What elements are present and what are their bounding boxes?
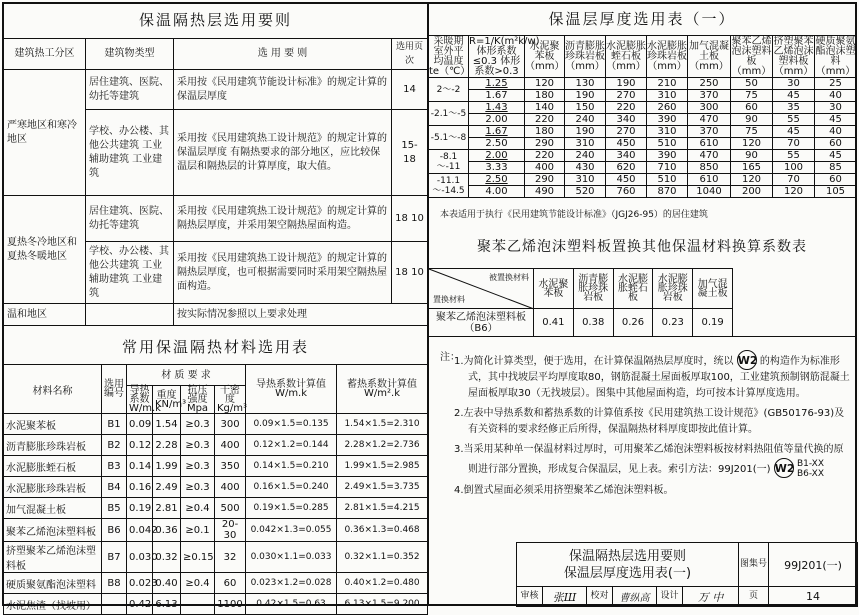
thickness-value: 60 [731,102,773,114]
thickness-value: 150 [565,102,606,114]
material-row [4,435,428,456]
header-type: 建筑物类型 [86,39,174,70]
row-name: 聚苯乙烯泡沫塑料板（B6） [429,309,534,337]
type-cell: 学校、办公楼、其他公共建筑 工业辅助建筑 工业建筑 [86,110,174,196]
thickness-value: 45 [773,90,815,102]
thickness-value: 55 [773,150,815,162]
strength-value: ≥0.3 [181,477,215,498]
page-cell: 15-18 [392,110,428,196]
thickness-value: 240 [565,150,606,162]
material-code: B7 [102,542,127,573]
atlas-label: 图集号 [739,543,769,587]
thickness-value: 390 [647,114,688,126]
density-value: 20-30 [215,519,246,542]
thickness-row [429,90,857,102]
thickness-row [429,162,857,174]
resistance-cell: 2.50 [469,174,525,186]
title-line-1: 保温隔热层选用要则 [568,548,686,564]
note-1-text-b: 的构造作为标准形式，其中找坡层平均厚度取80，钢筋混凝土屋面板厚取100，工业建筑预制钢筋混凝土屋面板厚取30（无找坡层）。图集中其他屋面构造，均可按本计算厚度选用。 [468,356,850,399]
material-name: 水泥聚苯板 [4,414,102,435]
k-calc-value: 0.16×1.5=0.240 [246,477,337,498]
density-value: 300 [215,414,246,435]
rho-value: 2.28 [153,435,181,456]
header-col: 水泥膨胀蛭石板（mm） [606,36,647,78]
check-signature: 曹纵高 [613,587,657,607]
thickness-value: 210 [647,78,688,90]
rho-value: 0.36 [153,519,181,542]
density-value: 60 [215,573,246,594]
header-material-name: 材料名称 [4,365,102,414]
value-cell: 0.41 [534,309,574,337]
thickness-value: 1040 [688,186,731,198]
s-calc-value: 1.99×1.5=2.985 [337,456,428,477]
thickness-value: 250 [688,78,731,90]
rho-value: 2.49 [153,477,181,498]
material-code: B6 [102,519,127,542]
design-label: 设计 [657,587,683,607]
type-cell-empty [86,304,174,326]
density-value: 32 [215,542,246,573]
s-calc-value: 6.13×1.5=9.200 [337,594,428,615]
thickness-value: 120 [731,174,773,186]
s-calc-value: 0.32×1.1=0.352 [337,542,428,573]
thickness-value: 90 [731,150,773,162]
strength-value: ≥0.3 [181,435,215,456]
k-calc-value: 0.12×1.2=0.144 [246,435,337,456]
thickness-row [429,150,857,162]
rho-value: 1.54 [153,414,181,435]
thickness-value: 40 [815,90,857,102]
thickness-value: 45 [815,150,857,162]
material-code: B8 [102,573,127,594]
resistance-cell: 1.67 [469,90,525,102]
thickness-value: 850 [688,162,731,174]
page-cell: 14 [392,70,428,110]
header-replaced: 被置换材料 [489,273,529,282]
thickness-value: 70 [773,174,815,186]
material-code: B5 [102,498,127,519]
header-replacing: 置换材料 [433,295,465,304]
thickness-value: 300 [688,102,731,114]
thickness-value: 450 [606,138,647,150]
thickness-value: 60 [815,138,857,150]
s-calc-value: 2.49×1.5=3.735 [337,477,428,498]
thickness-value: 50 [731,78,773,90]
s-calc-value: 1.54×1.5=2.310 [337,414,428,435]
k-value: 0.09 [127,414,153,435]
title-line-2: 保温层厚度选用表(一) [563,565,692,581]
thickness-value: 220 [525,114,565,126]
temperature-cell: -2.1～-5 [429,102,469,126]
density-value: 500 [215,498,246,519]
notes-label: 注： [440,352,460,363]
thickness-value: 260 [647,102,688,114]
thickness-value: 290 [525,174,565,186]
density-value: 1100 [215,594,246,615]
page-cell: 18 10 [392,242,428,304]
thickness-value: 60 [815,174,857,186]
thickness-value: 180 [525,90,565,102]
material-name: 挤塑聚苯乙烯泡沫塑料板 [4,542,102,573]
k-value: 0.16 [127,477,153,498]
conversion-title: 聚苯乙烯泡沫塑料板置换其他保温材料换算系数表 [477,239,807,255]
k-calc-value: 0.42×1.5=0.63 [246,594,337,615]
resistance-cell: 1.25 [469,78,525,90]
thickness-value: 100 [773,162,815,174]
k-calc-value: 0.14×1.5=0.210 [246,456,337,477]
zone-cold: 严寒地区和寒冷地区 [4,70,86,196]
thickness-value: 240 [565,114,606,126]
atlas-number: 99J201(一) [769,543,858,587]
header-props: 材 质 要 求 [127,365,246,386]
k-value: 0.023 [127,573,153,594]
rho-value: 2.81 [153,498,181,519]
resistance-cell: 2.00 [469,114,525,126]
materials-table [3,364,428,615]
temperature-cell: -8.1～-11 [429,150,469,174]
rho-value: 1.99 [153,456,181,477]
material-name: 沥青膨胀珍珠岩板 [4,435,102,456]
thickness-value: 45 [773,126,815,138]
thickness-value: 30 [773,78,815,90]
thickness-value: 190 [565,126,606,138]
thickness-value: 870 [647,186,688,198]
thickness-value: 710 [647,162,688,174]
material-row [4,519,428,542]
w2-index-symbol: W2 [737,350,757,370]
type-cell: 居住建筑、医院、幼托等建筑 [86,70,174,110]
thickness-value: 25 [815,78,857,90]
rule-cell: 按实际情况参照以上要求处理 [174,304,428,326]
header-col: 加气混凝土板（mm） [688,36,731,78]
thickness-value: 120 [773,186,815,198]
thickness-value: 190 [565,90,606,102]
thickness-value: 610 [688,138,731,150]
value-cell: 0.23 [653,309,693,337]
zone-hot-summer: 夏热冬冷地区和夏热冬暖地区 [4,196,86,304]
strength-value: ≥0.4 [181,498,215,519]
header-rule: 选 用 要 则 [174,39,392,70]
thickness-value: 40 [815,126,857,138]
resistance-cell: 1.67 [469,126,525,138]
material-code: B1 [102,414,127,435]
thickness-value: 85 [815,162,857,174]
material-row [4,456,428,477]
material-name: 硬质聚氨酯泡沫塑料 [4,573,102,594]
s-calc-value: 2.81×1.5=4.215 [337,498,428,519]
material-row [4,414,428,435]
material-row [4,594,428,615]
material-row [4,573,428,594]
header-page: 选用页次 [392,39,428,70]
material-code: B4 [102,477,127,498]
selection-rules-title: 保温隔热层选用要则 [138,11,292,29]
rho-value: 6.13 [153,594,181,615]
thickness-value: 510 [647,138,688,150]
s-calc-value: 0.36×1.3=0.468 [337,519,428,542]
thickness-value: 310 [565,138,606,150]
thickness-value: 510 [647,174,688,186]
thickness-value: 610 [688,174,731,186]
thickness-value: 430 [565,162,606,174]
page-label: 页 [739,587,769,607]
k-value: 0.030 [127,542,153,573]
review-signature: 张Ш [543,587,587,607]
header-col: 挤塑聚苯乙烯泡沫塑料板（mm） [773,35,814,77]
thickness-value: 400 [525,162,565,174]
temperature-cell: 2～-2 [429,78,469,102]
thickness-value: 470 [688,114,731,126]
rule-cell: 采用按《民用建筑节能设计标准》的规定计算的保温层厚度 [174,70,392,110]
thickness-value: 340 [606,114,647,126]
thickness-value: 370 [688,126,731,138]
thickness-table [428,35,857,198]
thickness-value: 220 [525,150,565,162]
note-2: 2.左表中导热系数和蓄热系数的计算值系按《民用建筑热工设计规范》(GB50176-93)及有关资料的要求经修正后所得，保温隔热材料厚度即按此值计算。 [454,408,845,435]
thickness-value: 450 [606,174,647,186]
title-block-name [517,543,739,587]
thickness-value: 120 [731,138,773,150]
header-zone: 建筑热工分区 [4,39,86,70]
thickness-value: 30 [815,102,857,114]
zone-mild: 温和地区 [4,304,86,326]
header-col: 加气混凝土板 [693,269,733,309]
material-row [4,498,428,519]
k-calc-value: 0.09×1.5=0.135 [246,414,337,435]
index-ref-b6: B6-XX [796,469,824,479]
note-4: 4.倒置式屋面必须采用挤塑聚苯乙烯泡沫塑料板。 [454,485,674,496]
type-cell: 居住建筑、医院、幼托等建筑 [86,196,174,242]
material-name: 水泥膨胀蛭石板 [4,456,102,477]
k-value: 0.19 [127,498,153,519]
conversion-table [428,268,733,337]
k-value: 0.42 [127,594,153,615]
thickness-value: 180 [525,126,565,138]
thickness-value: 35 [773,102,815,114]
review-label: 审核 [517,587,543,607]
material-code: B3 [102,456,127,477]
thickness-value: 165 [731,162,773,174]
header-col: 聚苯乙烯泡沫塑料板（mm） [731,35,772,77]
k-calc-value: 0.042×1.3=0.055 [246,519,337,542]
header-col: 水泥膨胀珍珠岩板（mm） [647,36,688,78]
header-k: 导热系数W/m.k [127,386,153,414]
material-code [102,594,127,615]
temperature-cell: -5.1～-8 [429,126,469,150]
thickness-note: 本表适用于执行《民用建筑节能设计标准》（JGJ26-95）的居住建筑 [440,210,708,220]
resistance-cell: 1.43 [469,102,525,114]
thickness-value: 520 [565,186,606,198]
thickness-value: 90 [731,114,773,126]
header-rho: 重度KN/m³ [153,386,181,414]
selection-rules-table [3,38,428,326]
rule-cell: 采用按《民用建筑热工设计规范》的规定计算的保温层厚度 有隔热要求的部分地区，应比较保温层和隔热层的计算厚度，取大值。 [174,110,392,196]
thickness-row [429,102,857,114]
strength-value [181,594,215,615]
resistance-cell: 2.50 [469,138,525,150]
note-1 [440,350,850,402]
s-calc-value: 2.28×1.2=2.736 [337,435,428,456]
thickness-value: 55 [773,114,815,126]
thickness-value: 75 [731,126,773,138]
thickness-value: 290 [525,138,565,150]
rule-cell: 采用按《民用建筑热工设计规范》的规定计算的隔热层厚度，也可根据需要同时采用架空隔热屋面构造。 [174,242,392,304]
thickness-value: 200 [731,186,773,198]
thickness-value: 340 [606,150,647,162]
header-col: 水泥聚苯板（mm） [525,36,565,78]
material-name: 水泥焦渣（找坡用） [4,594,102,615]
divider [428,336,857,337]
material-name: 水泥膨胀珍珠岩板 [4,477,102,498]
note-1-text: 1.为简化计算类型，便于选用，在计算保温隔热层厚度时，统以 [454,356,734,367]
value-cell: 0.38 [573,309,613,337]
header-diagonal-cell [429,269,534,309]
thickness-value: 120 [525,78,565,90]
thickness-value: 370 [688,90,731,102]
header-k-calc: 导热系数计算值 W/m.k [246,365,337,414]
strength-value: ≥0.3 [181,456,215,477]
header-density: 干密度Kg/m³ [215,386,246,414]
material-row [4,542,428,573]
header-col: 硬质聚氨酯泡沫塑料（mm） [815,35,856,77]
thickness-value: 270 [606,90,647,102]
header-code: 选用编号 [102,365,127,414]
thickness-value: 310 [647,90,688,102]
strength-value: ≥0.1 [181,519,215,542]
rho-value: 0.40 [153,573,181,594]
thickness-value: 190 [606,78,647,90]
density-value: 400 [215,477,246,498]
thickness-value: 310 [565,174,606,186]
strength-value: ≥0.3 [181,414,215,435]
material-name: 聚苯乙烯泡沫塑料板 [4,519,102,542]
page-number: 14 [769,587,858,607]
temperature-cell: -11.1～-14.5 [429,174,469,198]
rho-value: 0.32 [153,542,181,573]
check-label: 校对 [587,587,613,607]
header-col: 水泥膨胀蛭石板 [613,269,653,309]
note-3 [440,442,850,479]
thickness-title: 保温层厚度选用表（一） [548,10,736,28]
thickness-row [429,174,857,186]
value-cell: 0.19 [693,309,733,337]
thickness-row [429,126,857,138]
density-value: 350 [215,456,246,477]
rule-cell: 采用按《民用建筑热工设计规范》的规定计算的隔热层厚度，并采用架空隔热屋面构造。 [174,196,392,242]
k-value: 0.14 [127,456,153,477]
resistance-cell: 3.33 [469,162,525,174]
header-strength: 抗压强度Mpa [181,386,215,414]
thickness-value: 390 [647,150,688,162]
thickness-value: 270 [606,126,647,138]
thickness-value: 760 [606,186,647,198]
page-cell: 18 10 [392,196,428,242]
k-value: 0.042 [127,519,153,542]
index-refs [797,459,824,479]
value-cell: 0.26 [613,309,653,337]
thickness-row [429,114,857,126]
notes [440,350,850,499]
w2-index-symbol: W2 [774,458,794,478]
thickness-value: 75 [731,90,773,102]
thickness-value: 220 [606,102,647,114]
thickness-value: 470 [688,150,731,162]
type-cell: 学校、办公楼、其他公共建筑 工业辅助建筑 工业建筑 [86,242,174,304]
k-calc-value: 0.19×1.5=0.285 [246,498,337,519]
thickness-value: 70 [773,138,815,150]
index-ref-b1: B1-XX [796,459,824,469]
material-code: B2 [102,435,127,456]
header-col: 水泥膨胀珍珠岩板 [653,269,693,309]
thickness-value: 490 [525,186,565,198]
thickness-value: 310 [647,126,688,138]
material-name: 加气混凝土板 [4,498,102,519]
resistance-cell: 4.00 [469,186,525,198]
thickness-row [429,138,857,150]
thickness-value: 140 [525,102,565,114]
material-row [4,477,428,498]
materials-title: 常用保温隔热材料选用表 [121,338,309,356]
thickness-value: 620 [606,162,647,174]
thickness-value: 130 [565,78,606,90]
thickness-value: 105 [815,186,857,198]
header-col: 沥青膨胀珍珠岩板（mm） [565,36,606,78]
header-resistance: R=1/K(m²k/w) 体形系数≤0.3 体形系数>0.3 [469,35,540,77]
thickness-value: 45 [815,114,857,126]
s-calc-value: 0.40×1.2=0.480 [337,573,428,594]
header-col: 沥青膨胀珍珠岩板 [573,269,613,309]
header-col: 水泥聚苯板 [534,269,574,309]
density-value: 400 [215,435,246,456]
resistance-cell: 2.00 [469,150,525,162]
k-calc-value: 0.023×1.2=0.028 [246,573,337,594]
header-s-calc: 蓄热系数计算值 W/m².k [337,365,428,414]
title-block [516,542,858,607]
strength-value: ≥0.4 [181,573,215,594]
design-signature: 万 中 [683,587,739,607]
header-temperature: 采暖期室外平均温度te（℃） [429,35,471,77]
k-value: 0.12 [127,435,153,456]
k-calc-value: 0.030×1.1=0.033 [246,542,337,573]
thickness-row [429,186,857,198]
thickness-row [429,78,857,90]
strength-value: ≥0.15 [181,542,215,573]
note-3-text: 3.当采用某种单一保温材料过厚时，可用聚苯乙烯泡沫塑料板按材料热阻值等量代换的原则进行部分置换，形成复合保温层，见上表。索引方法：99J201(一) [454,444,844,475]
